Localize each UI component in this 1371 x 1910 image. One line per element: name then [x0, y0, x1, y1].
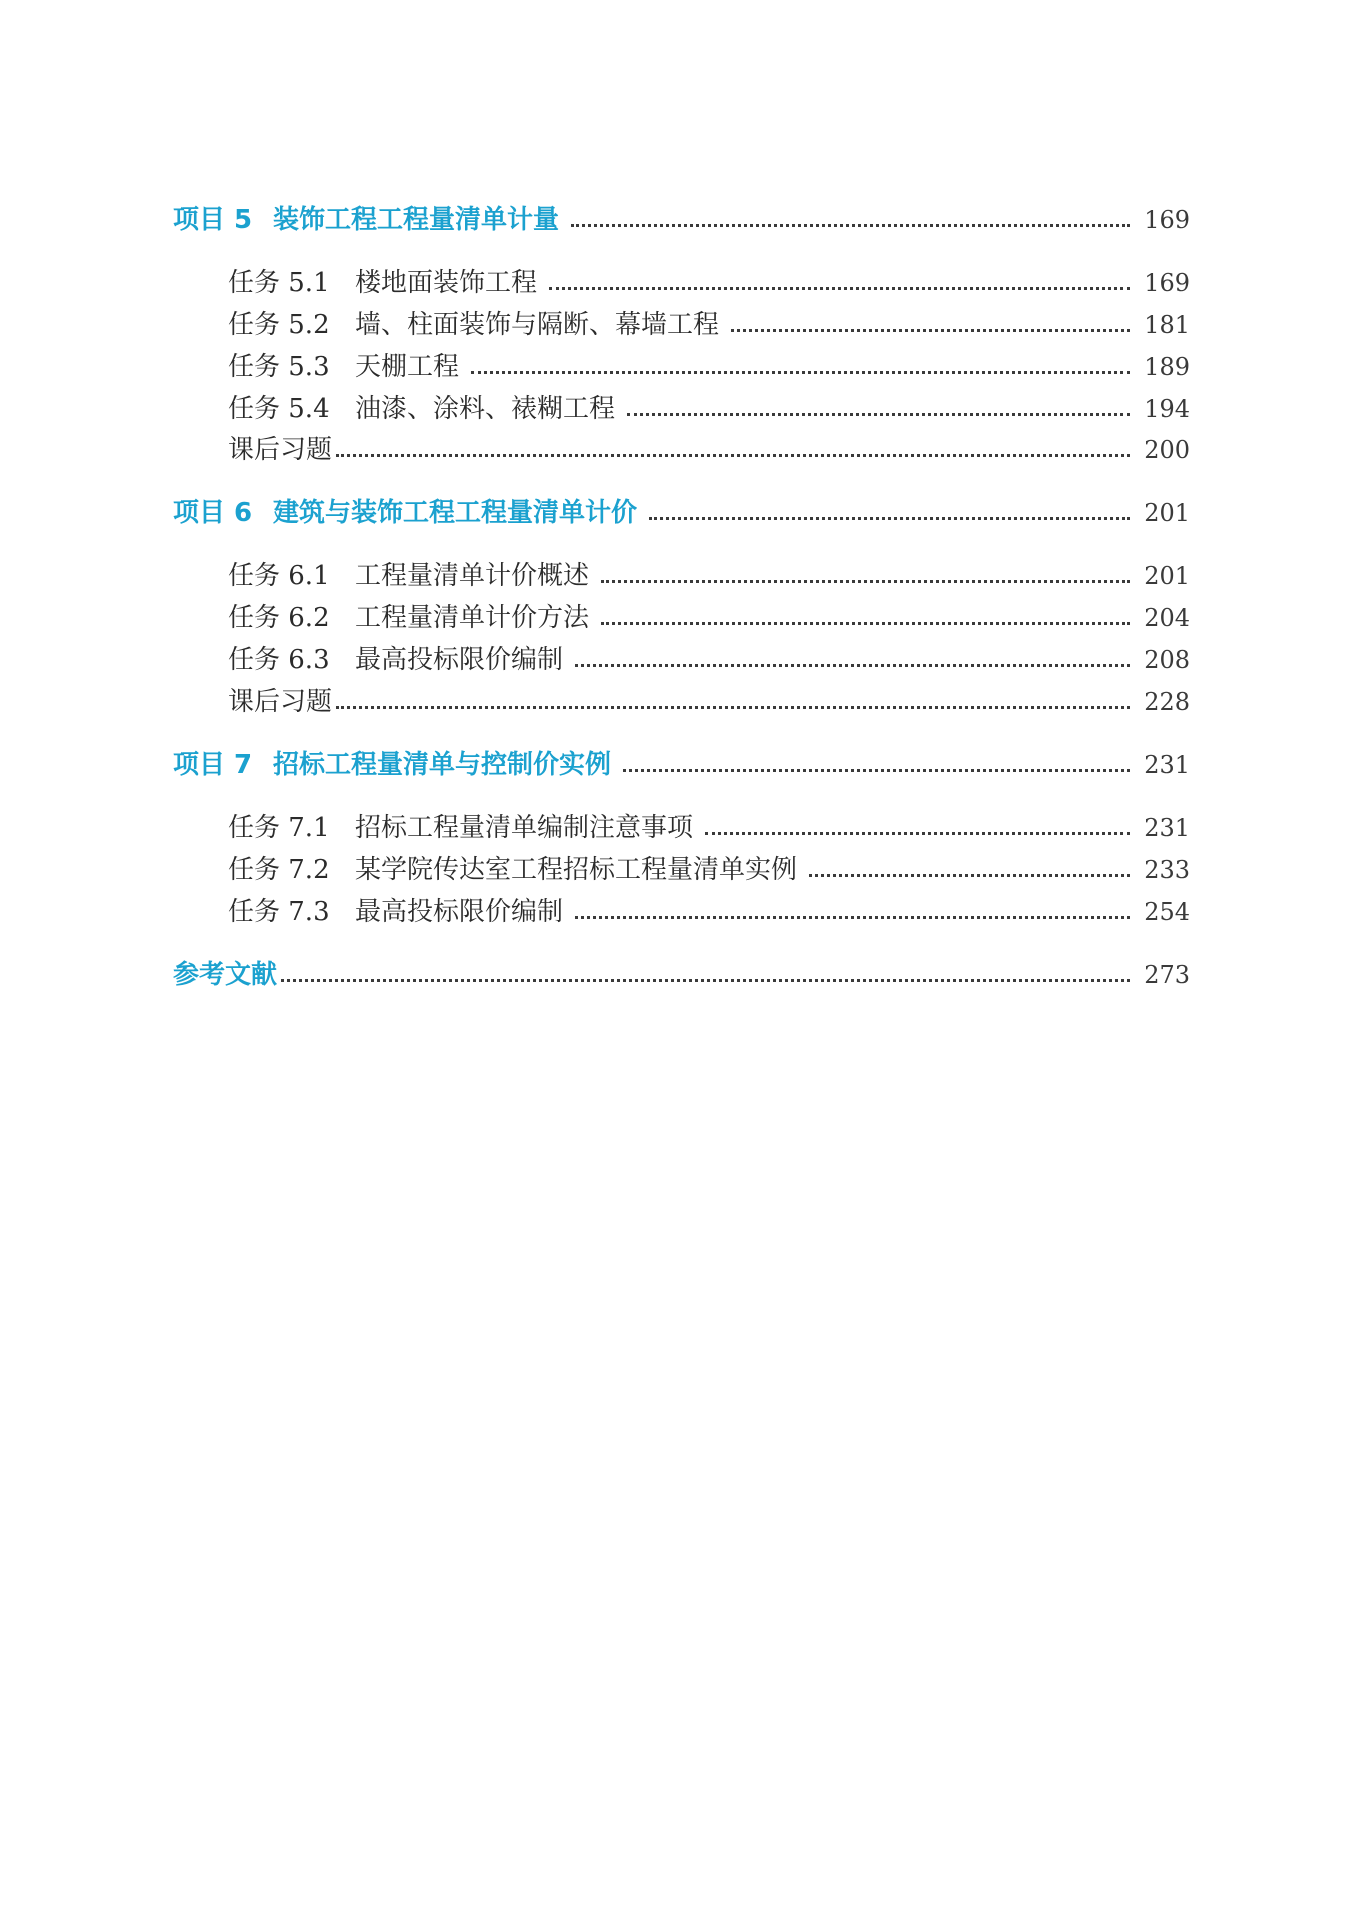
toc-task-title: 工程量清单计价概述: [355, 561, 590, 591]
toc-chapter-title: 招标工程量清单与控制价实例: [273, 750, 612, 780]
toc-task-title: 最高投标限价编制: [355, 645, 564, 675]
toc-task-title: 课后习题: [228, 687, 333, 717]
dot-leader: [705, 830, 1130, 835]
toc-task-entry[interactable]: [228, 266, 1190, 300]
toc-task-number: 任务 6.3: [228, 645, 330, 675]
toc-task-title: 天棚工程: [355, 352, 460, 382]
toc-task-number: 任务 5.4: [228, 394, 330, 424]
toc-page-number: 231: [1144, 751, 1190, 779]
toc-chapter-entry[interactable]: [173, 203, 1190, 237]
toc-task-title: 楼地面装饰工程: [355, 268, 538, 298]
dot-leader: [549, 285, 1130, 290]
toc-task-entry[interactable]: [228, 895, 1190, 929]
toc-page-number: 204: [1144, 604, 1190, 632]
toc-task-entry[interactable]: [228, 811, 1190, 845]
toc-page-number: 231: [1144, 814, 1190, 842]
toc-chapter-title: 装饰工程工程量清单计量: [273, 205, 560, 235]
toc-page-number: 200: [1144, 436, 1190, 464]
dot-leader: [601, 578, 1130, 583]
dot-leader: [627, 411, 1130, 416]
toc-task-title: 某学院传达室工程招标工程量清单实例: [355, 855, 798, 885]
toc-task-number: 任务 6.1: [228, 561, 330, 591]
dot-leader: [471, 369, 1130, 374]
toc-page-number: 201: [1144, 562, 1190, 590]
toc-task-number: 任务 7.3: [228, 897, 330, 927]
toc-task-entry[interactable]: [228, 643, 1190, 677]
toc-exercises-entry[interactable]: [228, 433, 1190, 467]
toc-page-number: 181: [1144, 311, 1190, 339]
toc-page-number: 189: [1144, 353, 1190, 381]
toc-chapter-number: 项目 6: [173, 498, 253, 528]
toc-chapter-number: 项目 5: [173, 205, 253, 235]
toc-chapter-number: 项目 7: [173, 750, 253, 780]
toc-task-title: 油漆、涂料、裱糊工程: [355, 394, 616, 424]
dot-leader: [575, 914, 1130, 919]
toc-task-title: 课后习题: [228, 435, 333, 465]
toc-chapter-entry[interactable]: [173, 496, 1190, 530]
dot-leader: [623, 767, 1130, 772]
toc-task-entry[interactable]: [228, 853, 1190, 887]
toc-task-entry[interactable]: [228, 559, 1190, 593]
toc-references-entry[interactable]: [173, 958, 1190, 992]
dot-leader: [731, 327, 1130, 332]
toc-page-number: 273: [1144, 961, 1190, 989]
toc-page-number: 194: [1144, 395, 1190, 423]
dot-leader: [649, 515, 1130, 520]
dot-leader: [571, 222, 1130, 227]
toc-task-title: 最高投标限价编制: [355, 897, 564, 927]
toc-page-number: 254: [1144, 898, 1190, 926]
toc-task-title: 招标工程量清单编制注意事项: [355, 813, 694, 843]
toc-chapter-title: 建筑与装饰工程工程量清单计价: [273, 498, 638, 528]
dot-leader: [809, 872, 1130, 877]
toc-exercises-entry[interactable]: [228, 685, 1190, 719]
toc-page-number: 228: [1144, 688, 1190, 716]
toc-task-number: 任务 5.1: [228, 268, 330, 298]
toc-page-number: 233: [1144, 856, 1190, 884]
dot-leader: [575, 662, 1130, 667]
toc-task-entry[interactable]: [228, 601, 1190, 635]
toc-page-number: 169: [1144, 206, 1190, 234]
dot-leader: [601, 620, 1130, 625]
dot-leader: [336, 704, 1130, 709]
toc-chapter-title: 参考文献: [173, 960, 278, 990]
toc-task-number: 任务 5.3: [228, 352, 330, 382]
toc-task-title: 墙、柱面装饰与隔断、幕墙工程: [355, 310, 720, 340]
toc-task-entry[interactable]: [228, 350, 1190, 384]
toc-page-number: 169: [1144, 269, 1190, 297]
toc-task-number: 任务 6.2: [228, 603, 330, 633]
toc-task-number: 任务 5.2: [228, 310, 330, 340]
toc-page-number: 201: [1144, 499, 1190, 527]
toc-task-number: 任务 7.1: [228, 813, 330, 843]
toc-page-number: 208: [1144, 646, 1190, 674]
toc-task-entry[interactable]: [228, 392, 1190, 426]
toc-task-entry[interactable]: [228, 308, 1190, 342]
toc-task-title: 工程量清单计价方法: [355, 603, 590, 633]
toc-task-number: 任务 7.2: [228, 855, 330, 885]
dot-leader: [281, 977, 1130, 982]
dot-leader: [336, 452, 1130, 457]
toc-chapter-entry[interactable]: [173, 748, 1190, 782]
